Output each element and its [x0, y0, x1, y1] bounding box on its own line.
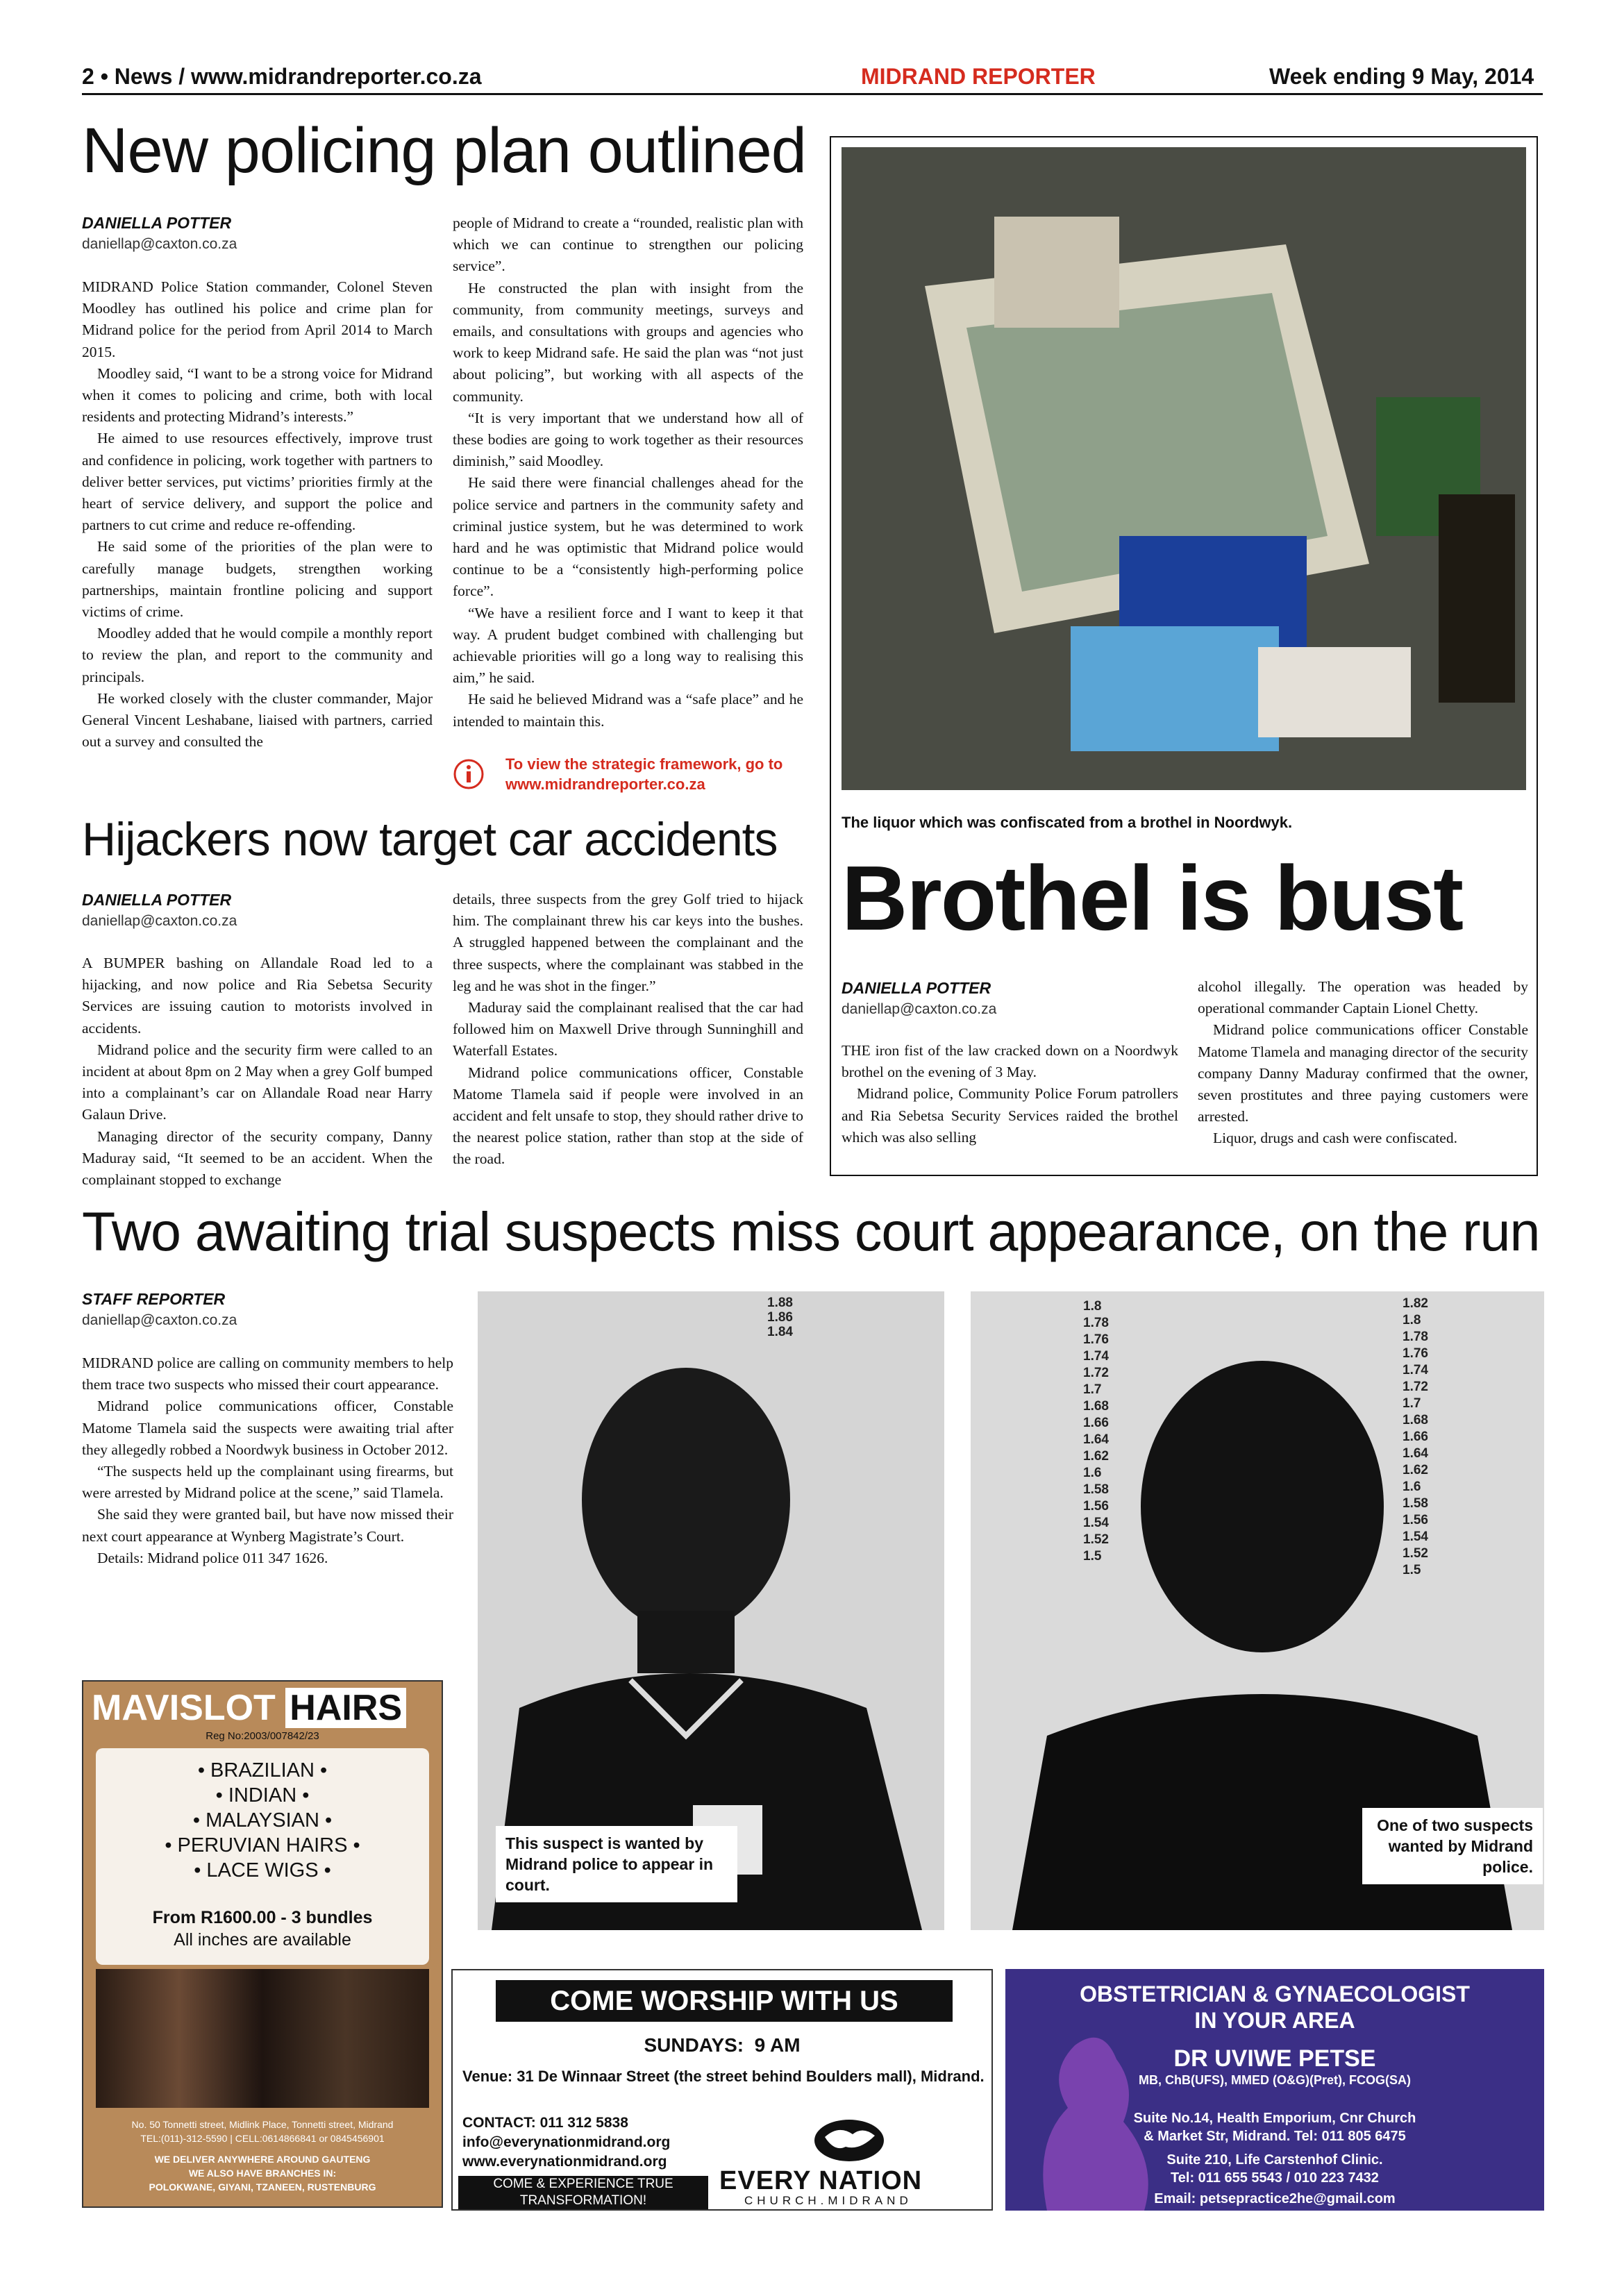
article4-headline: Two awaiting trial suspects miss court appearance, on the run: [82, 1200, 1540, 1262]
article1-c2-p3: “It is very important that we understand how all of these bodies are going to work together as their resources diminish,” said Moodley.: [453, 409, 803, 470]
scale-mark: 1.54: [1083, 1516, 1109, 1530]
scale-mark: 1.5: [1403, 1563, 1421, 1577]
liquor-photo-caption: The liquor which was confiscated from a brothel in Noordwyk.: [842, 814, 1293, 831]
scale-mark: 1.64: [1403, 1446, 1428, 1461]
article1-c1-p3: He aimed to use resources effectively, improve trust and confidence in policing, work together with partners to deliver better services, put victims’ priorities firmly at the heart of service delivery, and support the police and partners to cut crime and reduce re-offending.: [82, 430, 433, 534]
ad-church-sundays: SUNDAYS: 9 AM: [644, 2034, 801, 2056]
scale-mark: 1.58: [1403, 1496, 1428, 1511]
article3-email: daniellap@caxton.co.za: [842, 1001, 997, 1017]
ad-church-banner: COME WORSHIP WITH US: [496, 1980, 953, 2022]
article3-c1-p1: THE iron fist of the law cracked down on a Noordwyk brothel on the evening of 3 May.: [842, 1042, 1178, 1081]
article1-c2-p4: He said there were financial challenges ahead for the police service and partners in the community safety and criminal justice system, but he was determined to work hard and he was optimistic that Midrand police would continue to be a “consistently high-performing police force”.: [453, 474, 803, 600]
header-date: Week ending 9 May, 2014: [1269, 64, 1534, 89]
ad-hairs-brand: [92, 1687, 406, 1729]
article1-column-1: [82, 276, 433, 753]
article3-column-2: [1198, 976, 1528, 1150]
scale-mark: 1.52: [1403, 1546, 1428, 1561]
ad-doctor-addr4: Tel: 011 655 5543 / 010 223 7432: [1171, 2170, 1379, 2186]
scale-mark: 1.66: [1403, 1430, 1428, 1444]
scale-mark: 1.6: [1403, 1480, 1421, 1494]
header-masthead: MIDRAND REPORTER: [861, 64, 1096, 89]
article4-byline: STAFF REPORTER: [82, 1290, 226, 1308]
ad-doctor-title1: OBSTETRICIAN & GYNAECOLOGIST: [1080, 1981, 1470, 2006]
ad-hairs-models-photo: [96, 1969, 429, 2108]
article4-email: daniellap@caxton.co.za: [82, 1312, 237, 1328]
ad-hairs-item: • LACE WIGS •: [194, 1859, 331, 1882]
scale-mark: 1.74: [1403, 1363, 1428, 1377]
article4-c1-p1: MIDRAND police are calling on community members to help them trace two suspects who missed their court appearance.: [82, 1355, 453, 1393]
ad-hairs-item: • INDIAN •: [215, 1784, 310, 1807]
article3-headline: Brothel is bust: [842, 847, 1463, 949]
ad-hairs-reg: Reg No:2003/007842/23: [206, 1730, 319, 1742]
scale-mark: 1.66: [1083, 1416, 1109, 1430]
scale-mark: 1.86: [767, 1310, 793, 1325]
scale-mark: 1.58: [1083, 1482, 1109, 1497]
article4-c1-p3: “The suspects held up the complainant using firearms, but were arrested by Midrand police at the scene,” said Tlamela.: [82, 1463, 453, 1502]
article3-column-1: [842, 1040, 1178, 1148]
ad-hairs-tel: TEL:(011)-312-5590 | CELL:0614866841 or 0845456901: [140, 2133, 385, 2144]
scale-mark: 1.52: [1083, 1532, 1109, 1547]
scale-mark: 1.7: [1083, 1382, 1102, 1397]
ad-hairs-item: • PERUVIAN HAIRS •: [165, 1834, 360, 1857]
article1-c1-p6: He worked closely with the cluster commander, Major General Vincent Leshabane, liaised with partners, carried out a survey and consulted the: [82, 689, 433, 751]
scale-mark: 1.72: [1403, 1380, 1428, 1394]
scale-mark: 1.62: [1403, 1463, 1428, 1477]
scale-mark: 1.84: [767, 1325, 793, 1339]
ad-hairs-delivery2: WE ALSO HAVE BRANCHES IN:: [188, 2168, 337, 2179]
article1-info-link[interactable]: To view the strategic framework, go to www.midrandreporter.co.za: [505, 755, 783, 793]
ad-church-contact: CONTACT: 011 312 5838: [462, 2115, 628, 2131]
suspect2-caption: One of two suspects wanted by Midrand police.: [1362, 1808, 1543, 1884]
article1-c1-p4: He said some of the priorities of the plan were to carefully manage budgets, strengthen working partnerships, maintain frontline policing and support victims of crime.: [82, 538, 433, 621]
scale-mark: 1.54: [1403, 1530, 1428, 1544]
ad-hairs-branches: POLOKWANE, GIYANI, TZANEEN, RUSTENBURG: [149, 2181, 376, 2193]
ad-hairs: [82, 1680, 443, 2208]
article2-c1-p2: Midrand police and the security firm were called to an incident at about 8pm on 2 May when a grey Golf bumped into a complainant’s car on Allandale Road near Harry Galaun Drive.: [82, 1041, 433, 1123]
article2-c2-p3: Midrand police communications officer, Constable Matome Tlamela said if people were involved in an accident and felt unsafe to stop, they should rather drive to the nearest police station, rather than stop at the side of the road.: [453, 1064, 803, 1168]
ad-hairs-list: [83, 1758, 442, 1883]
article2-c2-p2: Maduray said the complainant realised that the car had followed him on Maxwell Drive through Sunninghill and Waterfall Estates.: [453, 999, 803, 1059]
article1-c2-p5: “We have a resilient force and I want to keep it that way. A prudent budget combined with challenging but achievable priorities will go a long way to realising this aim,” he said.: [453, 604, 803, 687]
scale-mark: 1.6: [1083, 1466, 1102, 1480]
article4-c1-p4: She said they were granted bail, but have now missed their next court appearance at Wynberg Magistrate’s Court.: [82, 1506, 453, 1545]
scale-mark: 1.76: [1403, 1346, 1428, 1361]
article2-headline: Hijackers now target car accidents: [82, 813, 778, 866]
scale-mark: 1.72: [1083, 1366, 1109, 1380]
article1-c2-p2: He constructed the plan with insight from the community, from community meetings, surveys and emails, and consultations with groups and agencies who work to keep Midrand safe. He said the plan was “not just about policing”, but working with all aspects of the community.: [453, 279, 803, 405]
article1-c2-p6: He said he believed Midrand was a “safe place” and he intended to maintain this.: [453, 691, 803, 730]
scale-mark: 1.8: [1403, 1313, 1421, 1327]
ad-doctor-title2: IN YOUR AREA: [1194, 2008, 1355, 2033]
ad-church-logo1: EVERY NATION: [719, 2166, 923, 2195]
liquor-photo: [842, 147, 1526, 790]
info-icon: [453, 758, 485, 790]
article2-email: daniellap@caxton.co.za: [82, 913, 237, 929]
scale-mark: 1.56: [1083, 1499, 1109, 1514]
ad-church-slogan1: COME & EXPERIENCE TRUE: [493, 2177, 673, 2191]
ad-hairs-brand1: MAVISLOT: [92, 1688, 276, 1728]
ad-doctor-email[interactable]: Email: petsepractice2he@gmail.com: [1154, 2191, 1396, 2206]
ad-doctor-quals: MB, ChB(UFS), MMED (O&G)(Pret), FCOG(SA): [1139, 2073, 1411, 2087]
header-rule: [82, 93, 1543, 95]
scale-mark: 1.68: [1083, 1399, 1109, 1414]
ad-doctor-name: DR UVIWE PETSE: [1173, 2045, 1376, 2072]
ad-hairs-delivery1: WE DELIVER ANYWHERE AROUND GAUTENG: [154, 2154, 371, 2165]
scale-mark: 1.74: [1083, 1349, 1109, 1364]
scale-mark: 1.62: [1083, 1449, 1109, 1464]
article1-c1-p5: Moodley added that he would compile a monthly report to review the plan, and report to the community and principals.: [82, 625, 433, 685]
globe-icon: [811, 2116, 887, 2165]
ad-church: [451, 1969, 993, 2211]
article2-c1-p3: Managing director of the security company, Danny Maduray said, “It seemed to be an accident. When the complainant stopped to exchange: [82, 1128, 433, 1189]
suspect2-scale-left: [1083, 1298, 1109, 1565]
scale-mark: 1.64: [1083, 1432, 1109, 1447]
scale-mark: 1.88: [767, 1296, 793, 1310]
article2-c1-p1: A BUMPER bashing on Allandale Road led to a hijacking, and now police and Ria Sebetsa Security Services are issuing caution to motorists involved in accidents.: [82, 955, 433, 1037]
ad-doctor-addr3: Suite 210, Life Carstenhof Clinic.: [1166, 2152, 1383, 2168]
ad-hairs-address: No. 50 Tonnetti street, Midlink Place, Tonnetti street, Midrand: [131, 2119, 394, 2130]
scale-mark: 1.56: [1403, 1513, 1428, 1527]
article1-c1-p2: Moodley said, “I want to be a strong voice for Midrand when it comes to policing and crime, both with local residents and protecting Midrand’s interests.”: [82, 364, 433, 426]
scale-mark: 1.78: [1403, 1330, 1428, 1344]
article3-byline: DANIELLA POTTER: [842, 979, 991, 997]
article4-column-1: [82, 1352, 453, 1569]
ad-hairs-note: All inches are available: [174, 1930, 351, 1950]
ad-doctor-addr1: Suite No.14, Health Emporium, Cnr Church: [1133, 2111, 1416, 2126]
ad-doctor: [1005, 1969, 1544, 2211]
article2-byline: DANIELLA POTTER: [82, 891, 232, 909]
ad-hairs-price: From R1600.00 - 3 bundles: [152, 1908, 373, 1927]
scale-mark: 1.76: [1083, 1332, 1109, 1347]
ad-church-slogan: [458, 2176, 708, 2209]
scale-mark: 1.5: [1083, 1549, 1102, 1564]
article1-c2-p1: people of Midrand to create a “rounded, realistic plan with which we can continue to strengthen our policing service”.: [453, 215, 803, 275]
scale-mark: 1.82: [1403, 1296, 1428, 1311]
article1-column-2: [453, 212, 803, 732]
ad-hairs-brand2: HAIRS: [285, 1688, 406, 1728]
scale-mark: 1.7: [1403, 1396, 1421, 1411]
ad-church-web[interactable]: www.everynationmidrand.org: [462, 2154, 667, 2170]
scale-mark: 1.8: [1083, 1299, 1102, 1314]
article1-byline: DANIELLA POTTER: [82, 214, 232, 232]
article2-column-1: [82, 953, 433, 1191]
article1-email: daniellap@caxton.co.za: [82, 236, 237, 252]
ad-hairs-item: • BRAZILIAN •: [197, 1759, 328, 1782]
header-left: 2 • News / www.midrandreporter.co.za: [82, 64, 482, 89]
article2-c2-p1: details, three suspects from the grey Golf tried to hijack him. The complainant threw his car keys into the bushes. A struggled happened between the complainant and the three suspects, where the complainant was stabbed in the leg and he was shot in the finger.”: [453, 891, 803, 994]
scale-mark: 1.78: [1083, 1316, 1109, 1330]
suspect1-caption: This suspect is wanted by Midrand police to appear in court.: [496, 1826, 737, 1902]
ad-church-email[interactable]: info@everynationmidrand.org: [462, 2134, 671, 2150]
article3-c1-p2: Midrand police, Community Police Forum patrollers and Ria Sebetsa Security Services raided the brothel which was also selling: [842, 1085, 1178, 1146]
ad-church-slogan2: TRANSFORMATION!: [519, 2193, 647, 2208]
ad-church-venue: Venue: 31 De Winnaar Street (the street behind Boulders mall), Midrand.: [462, 2068, 985, 2085]
article1-headline: New policing plan outlined: [82, 115, 806, 186]
suspect1-scale: [767, 1296, 793, 1339]
scale-mark: 1.68: [1403, 1413, 1428, 1427]
ad-hairs-item: • MALAYSIAN •: [192, 1809, 333, 1832]
article3-c2-p2: Midrand police communications officer Constable Matome Tlamela and managing director of the security company Danny Maduray confirmed that the owner, seven prostitutes and three paying customers were arrested.: [1198, 1021, 1528, 1125]
article4-c1-p5: Details: Midrand police 011 347 1626.: [97, 1549, 328, 1566]
article3-c2-p3: Liquor, drugs and cash were confiscated.: [1213, 1130, 1457, 1147]
article3-c2-p1: alcohol illegally. The operation was headed by operational commander Captain Lionel Chetty.: [1198, 978, 1528, 1017]
ad-church-logo2: CHURCH.MIDRAND: [744, 2194, 912, 2207]
ad-doctor-addr2: & Market Str, Midrand. Tel: 011 805 6475: [1144, 2129, 1406, 2144]
article4-c1-p2: Midrand police communications officer, Constable Matome Tlamela said the suspects were awaiting trial after they allegedly robbed a Noordwyk business in October 2012.: [82, 1398, 453, 1458]
article1-c1-p1: MIDRAND Police Station commander, Colonel Steven Moodley has outlined his police and crime plan for Midrand police for the period from April 2014 to March 2015.: [82, 278, 433, 360]
suspect2-scale-right: [1403, 1296, 1428, 1579]
article2-column-2: [453, 889, 803, 1171]
